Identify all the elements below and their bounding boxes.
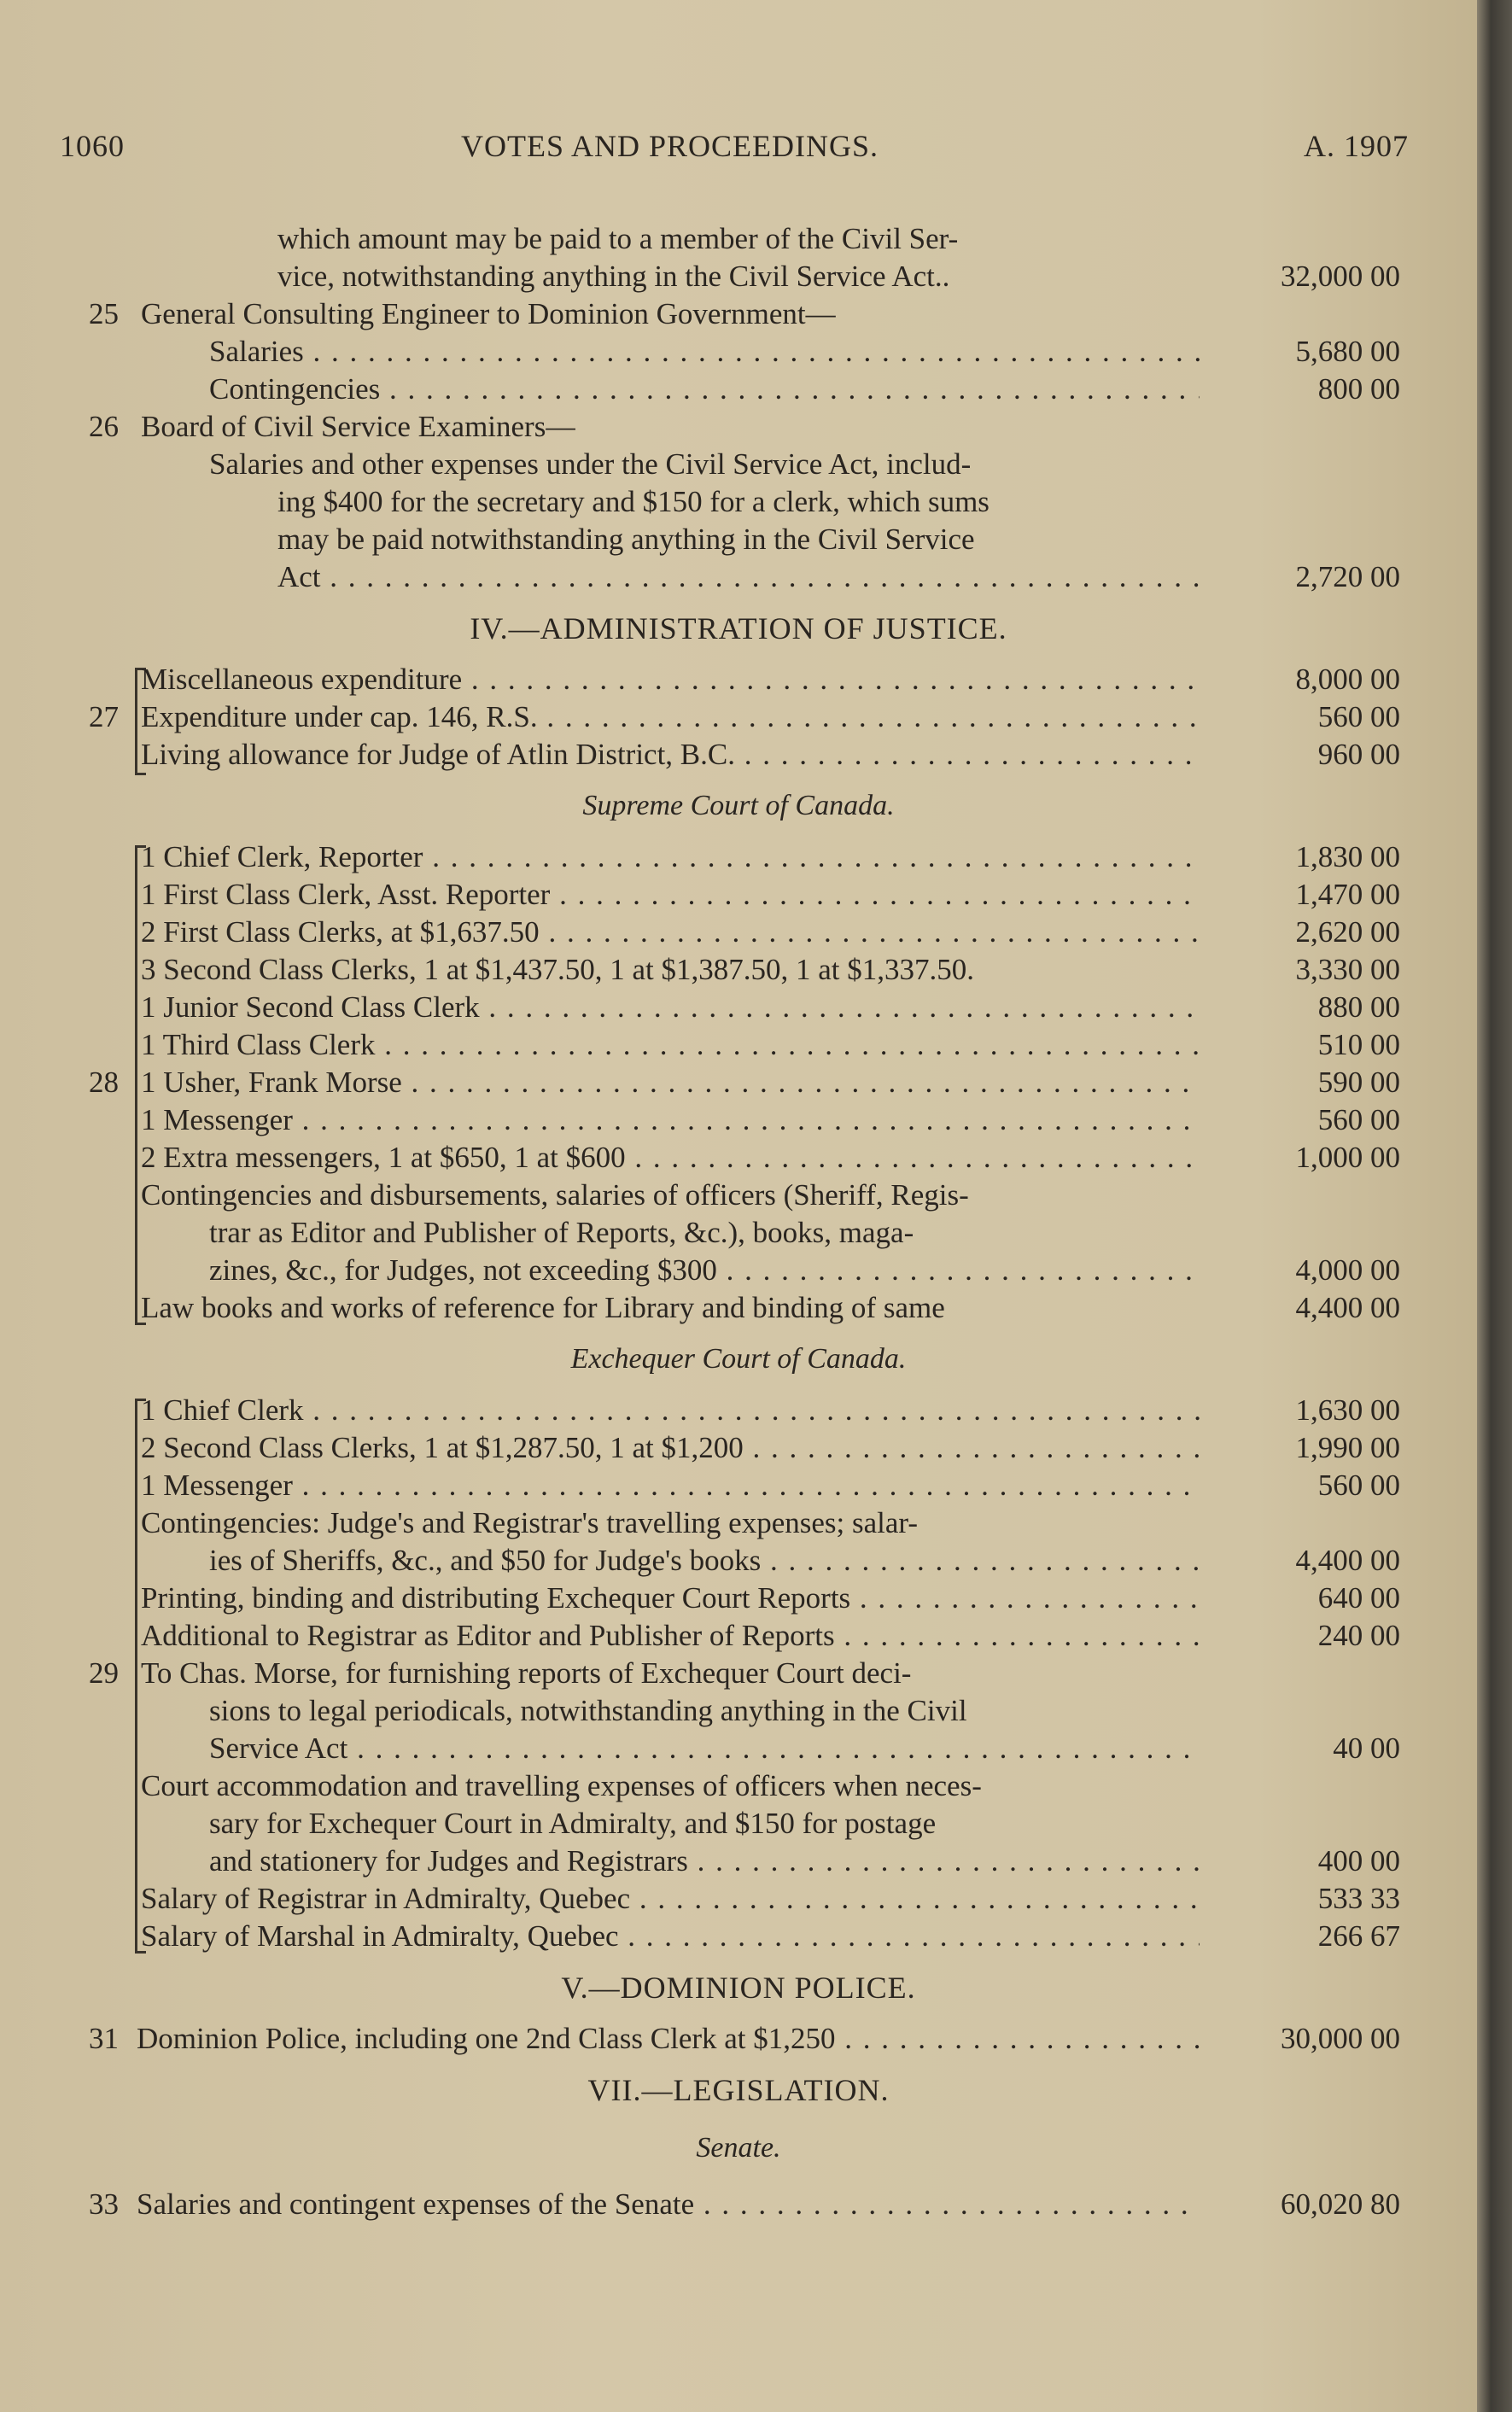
- row-text: To Chas. Morse, for furnishing reports of Exchequer Court deci-: [141, 1656, 912, 1690]
- table-row: [0, 1467, 1477, 1504]
- table-row: [0, 914, 1477, 951]
- amount: 240 00: [1317, 1619, 1400, 1652]
- line-text: vice, notwithstanding anything in the Civil Service Act..: [277, 260, 950, 293]
- amount: 510 00: [1317, 1028, 1400, 1061]
- row-text: Contingencies and disbursements, salaries of officers (Sheriff, Regis-: [141, 1178, 969, 1212]
- row-text: zines, &c., for Judges, not exceeding $300 . . .: [209, 1252, 1200, 1289]
- row-text: Salaries and contingent expenses of the Senate . . .: [137, 2186, 1200, 2223]
- table-row: [0, 1580, 1477, 1617]
- text-line: [0, 371, 1477, 408]
- table-row: [0, 1252, 1477, 1289]
- amount: 533 33: [1317, 1882, 1400, 1915]
- vote-number: 27: [89, 700, 119, 733]
- amount: 1,990 00: [1295, 1431, 1400, 1464]
- vote-number: 29: [89, 1656, 119, 1690]
- line-text: Salaries . . .: [209, 333, 1200, 371]
- amount: 8,000 00: [1295, 663, 1400, 696]
- amount: 1,830 00: [1295, 840, 1400, 873]
- amount: 2,720 00: [1295, 560, 1400, 593]
- table-row: [0, 1064, 1477, 1101]
- row-text: 3 Second Class Clerks, 1 at $1,437.50, 1 at $1,387.50, 1 at $1,337.50.: [141, 953, 975, 986]
- table-row: [0, 1767, 1477, 1805]
- row-text: Living allowance for Judge of Atlin District, B.C. . . .: [141, 736, 1200, 774]
- vote-group-28: [0, 838, 1477, 1327]
- row-text: 2 First Class Clerks, at $1,637.50 . . .: [141, 914, 1200, 951]
- text-line: [0, 558, 1477, 596]
- row-text: 1 Messenger . . .: [141, 1101, 1200, 1139]
- table-row: [0, 1880, 1477, 1918]
- amount: 400 00: [1317, 1844, 1400, 1878]
- table-row: [0, 1617, 1477, 1655]
- table-row: [0, 1730, 1477, 1767]
- amount: 5,680 00: [1295, 335, 1400, 368]
- row-text: ies of Sheriffs, &c., and $50 for Judge's books . . .: [209, 1542, 1200, 1580]
- row-text: 1 Chief Clerk . . .: [141, 1392, 1200, 1429]
- line-text: ing $400 for the secretary and $150 for a clerk, which sums: [277, 485, 990, 518]
- vote-number: 28: [89, 1066, 119, 1099]
- table-row: [0, 951, 1477, 989]
- amount: 880 00: [1317, 990, 1400, 1024]
- table-row: [0, 1805, 1477, 1843]
- table-row: [0, 698, 1477, 736]
- row-text: Salary of Marshal in Admiralty, Quebec . . .: [141, 1918, 1200, 1955]
- row-text: trar as Editor and Publisher of Reports, &c.), books, maga-: [209, 1216, 914, 1249]
- line-text: Salaries and other expenses under the Civil Service Act, includ-: [209, 447, 972, 481]
- item-33: [0, 2186, 1477, 2223]
- amount: 560 00: [1317, 1469, 1400, 1502]
- amount: 266 67: [1317, 1919, 1400, 1953]
- amount: 60,020 80: [1281, 2187, 1400, 2221]
- item-title: Board of Civil Service Examiners—: [141, 410, 576, 443]
- table-row: [0, 1101, 1477, 1139]
- amount: 30,000 00: [1281, 2022, 1400, 2055]
- amount: 640 00: [1317, 1581, 1400, 1615]
- line-text: which amount may be paid to a member of the Civil Ser-: [277, 222, 959, 255]
- table-row: [0, 661, 1477, 698]
- amount: 2,620 00: [1295, 915, 1400, 949]
- page-number: 1060: [60, 129, 125, 163]
- row-text: 1 Junior Second Class Clerk . . .: [141, 989, 1200, 1026]
- table-row: [0, 1542, 1477, 1580]
- session-year: A. 1907: [1304, 129, 1409, 163]
- subsection-heading: Exchequer Court of Canada.: [570, 1343, 907, 1375]
- vote-number: 26: [89, 410, 119, 443]
- amount: 40 00: [1333, 1732, 1400, 1765]
- row-text: 2 Extra messengers, 1 at $650, 1 at $600 . . .: [141, 1139, 1200, 1177]
- item-26: [0, 408, 1477, 446]
- row-text: and stationery for Judges and Registrars . . .: [209, 1843, 1200, 1880]
- row-text: Miscellaneous expenditure . . .: [141, 661, 1200, 698]
- row-text: 2 Second Class Clerks, 1 at $1,287.50, 1 at $1,200 . . .: [141, 1429, 1200, 1467]
- vote-number: 31: [89, 2022, 119, 2055]
- row-text: Service Act . . .: [209, 1730, 1200, 1767]
- table-row: [0, 989, 1477, 1026]
- subsection-heading: Senate.: [696, 2132, 781, 2164]
- row-text: Salary of Registrar in Admiralty, Quebec . . .: [141, 1880, 1200, 1918]
- amount: 560 00: [1317, 1103, 1400, 1136]
- text-line: [0, 483, 1477, 521]
- table-row: [0, 838, 1477, 876]
- text-line: [0, 521, 1477, 558]
- table-row: [0, 736, 1477, 774]
- amount: 560 00: [1317, 700, 1400, 733]
- row-text: 1 First Class Clerk, Asst. Reporter . . .: [141, 876, 1200, 914]
- table-row: [0, 1504, 1477, 1542]
- table-row: [0, 1429, 1477, 1467]
- page-title: VOTES AND PROCEEDINGS.: [461, 129, 879, 163]
- text-line: [0, 333, 1477, 371]
- amount: 960 00: [1317, 738, 1400, 771]
- vote-group-27: [0, 661, 1477, 774]
- amount: 4,000 00: [1295, 1253, 1400, 1287]
- table-row: [0, 1177, 1477, 1214]
- table-row: [0, 876, 1477, 914]
- vote-number: 25: [89, 297, 119, 330]
- item-25: [0, 295, 1477, 333]
- row-text: sary for Exchequer Court in Admiralty, and $150 for postage: [209, 1807, 937, 1840]
- running-header: [60, 128, 1409, 171]
- amount: 590 00: [1317, 1066, 1400, 1099]
- book-spine-shadow: [1477, 0, 1512, 2412]
- table-row: [0, 1918, 1477, 1955]
- line-text: Contingencies . . .: [209, 371, 1200, 408]
- table-row: [0, 1139, 1477, 1177]
- table-row: [0, 1289, 1477, 1327]
- amount: 3,330 00: [1295, 953, 1400, 986]
- row-text: Contingencies: Judge's and Registrar's travelling expenses; salar-: [141, 1506, 919, 1539]
- item-title: General Consulting Engineer to Dominion Government—: [141, 297, 836, 330]
- row-text: Dominion Police, including one 2nd Class Clerk at $1,250 . . .: [137, 2020, 1200, 2058]
- subsection-heading: Supreme Court of Canada.: [582, 790, 895, 821]
- text-line: [0, 446, 1477, 483]
- row-text: 1 Chief Clerk, Reporter . . .: [141, 838, 1200, 876]
- text-line: [0, 258, 1477, 295]
- amount: 1,000 00: [1295, 1141, 1400, 1174]
- row-text: Court accommodation and travelling expenses of officers when neces-: [141, 1769, 982, 1802]
- table-row: [0, 1026, 1477, 1064]
- row-text: 1 Third Class Clerk . . .: [141, 1026, 1200, 1064]
- vote-group-29: [0, 1392, 1477, 1955]
- line-text: Act . . .: [277, 558, 1200, 596]
- estimates-body: [0, 220, 1477, 2223]
- text-line: [0, 220, 1477, 258]
- row-text: 1 Messenger . . .: [141, 1467, 1200, 1504]
- row-text: Additional to Registrar as Editor and Publisher of Reports . . .: [141, 1617, 1200, 1655]
- row-text: sions to legal periodicals, notwithstanding anything in the Civil: [209, 1694, 967, 1727]
- amount: 1,630 00: [1295, 1393, 1400, 1427]
- row-text: Printing, binding and distributing Exchequer Court Reports . . .: [141, 1580, 1200, 1617]
- section-heading: V.—DOMINION POLICE.: [561, 1971, 916, 2005]
- row-text: Expenditure under cap. 146, R.S. . . .: [141, 698, 1200, 736]
- table-row: [0, 1214, 1477, 1252]
- item-31: [0, 2020, 1477, 2058]
- table-row: [0, 1655, 1477, 1692]
- amount: 1,470 00: [1295, 878, 1400, 911]
- amount: 800 00: [1317, 372, 1400, 406]
- vote-number: 33: [89, 2187, 119, 2221]
- amount: 32,000 00: [1281, 260, 1400, 293]
- amount: 4,400 00: [1295, 1544, 1400, 1577]
- row-text: Law books and works of reference for Library and binding of same: [141, 1291, 945, 1324]
- line-text: may be paid notwithstanding anything in the Civil Service: [277, 523, 975, 556]
- table-row: [0, 1692, 1477, 1730]
- row-text: 1 Usher, Frank Morse . . .: [141, 1064, 1200, 1101]
- section-heading: VII.—LEGISLATION.: [587, 2073, 890, 2107]
- section-heading: IV.—ADMINISTRATION OF JUSTICE.: [470, 611, 1007, 645]
- table-row: [0, 1392, 1477, 1429]
- table-row: [0, 1843, 1477, 1880]
- amount: 4,400 00: [1295, 1291, 1400, 1324]
